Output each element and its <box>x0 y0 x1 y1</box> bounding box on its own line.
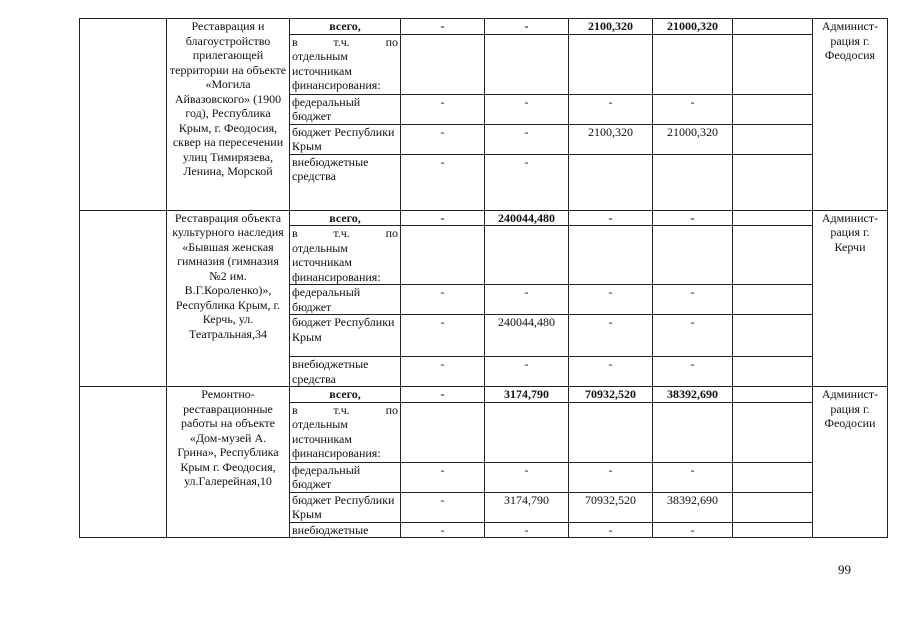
source-label-cell: федеральный бюджет <box>290 462 401 492</box>
source-label-cell: всего, <box>290 19 401 35</box>
amount-cell: - <box>401 94 485 124</box>
amount-cell: - <box>401 387 485 403</box>
executor-cell: Админист-рация г. Керчи <box>813 210 888 387</box>
source-label-cell: федеральный бюджет <box>290 285 401 315</box>
source-label-cell <box>290 402 401 462</box>
amount-cell: - <box>401 285 485 315</box>
amount-cell: - <box>653 210 733 226</box>
table-row <box>80 19 888 35</box>
amount-cell <box>653 34 733 94</box>
amount-cell: - <box>569 94 653 124</box>
source-label-cell <box>290 34 401 94</box>
executor-cell: Админист-рация г. Феодосии <box>813 387 888 538</box>
amount-cell: - <box>401 462 485 492</box>
source-label-line: финансирования: <box>292 269 381 284</box>
amount-cell: 70932,520 <box>569 387 653 403</box>
source-label-line: финансирования: <box>292 78 381 92</box>
source-label-cell: внебюджетные средства <box>290 357 401 387</box>
amount-cell: - <box>569 315 653 357</box>
amount-cell: - <box>653 285 733 315</box>
blank-cell <box>80 210 167 387</box>
blank-cell <box>733 315 813 357</box>
blank-cell <box>733 210 813 226</box>
amount-cell: - <box>485 285 569 315</box>
amount-cell: - <box>485 522 569 538</box>
source-label-line: в т.ч. по <box>292 34 398 49</box>
amount-cell: 38392,690 <box>653 387 733 403</box>
amount-cell: 21000,320 <box>653 19 733 35</box>
amount-cell: 2100,320 <box>569 124 653 154</box>
amount-cell: - <box>485 462 569 492</box>
blank-cell <box>733 357 813 387</box>
amount-cell: - <box>401 154 485 210</box>
source-label-cell: бюджет Республики Крым <box>290 492 401 522</box>
amount-cell: - <box>401 522 485 538</box>
amount-cell <box>401 402 485 462</box>
source-label-cell: бюджет Республики Крым <box>290 315 401 357</box>
amount-cell: - <box>485 124 569 154</box>
amount-cell: - <box>485 357 569 387</box>
amount-cell: - <box>401 19 485 35</box>
source-label-cell: бюджет Республики Крым <box>290 124 401 154</box>
amount-cell <box>569 34 653 94</box>
amount-cell <box>401 226 485 285</box>
amount-cell: 3174,790 <box>485 387 569 403</box>
amount-cell: 21000,320 <box>653 124 733 154</box>
blank-cell <box>733 124 813 154</box>
amount-cell: - <box>401 315 485 357</box>
amount-cell: 38392,690 <box>653 492 733 522</box>
amount-cell <box>653 154 733 210</box>
amount-cell: - <box>485 94 569 124</box>
object-name-cell: Ремонтно-реставрационные работы на объекте «Дом-музей А. Грина», Республика Крым г. Феодосия, ул.Галерейная,10 <box>167 387 290 538</box>
amount-cell: - <box>569 462 653 492</box>
source-label-cell: внебюджетные <box>290 522 401 538</box>
blank-cell <box>733 462 813 492</box>
blank-cell <box>733 94 813 124</box>
amount-cell: - <box>485 154 569 210</box>
table-row <box>80 210 888 226</box>
amount-cell: 3174,790 <box>485 492 569 522</box>
amount-cell: - <box>653 522 733 538</box>
amount-cell <box>569 402 653 462</box>
amount-cell <box>485 226 569 285</box>
blank-cell <box>80 19 167 211</box>
blank-cell <box>733 285 813 315</box>
amount-cell: - <box>401 492 485 522</box>
amount-cell: 240044,480 <box>485 210 569 226</box>
source-label-cell: внебюджетные средства <box>290 154 401 210</box>
amount-cell: - <box>653 94 733 124</box>
source-label-line: финансирования: <box>292 446 381 460</box>
source-label-cell: всего, <box>290 387 401 403</box>
amount-cell <box>653 402 733 462</box>
financing-table <box>79 18 888 538</box>
amount-cell <box>401 34 485 94</box>
blank-cell <box>733 522 813 538</box>
amount-cell: 70932,520 <box>569 492 653 522</box>
source-label-line: в т.ч. по <box>292 402 398 417</box>
amount-cell: - <box>569 285 653 315</box>
blank-cell <box>733 19 813 35</box>
executor-cell: Админист-рация г. Феодосия <box>813 19 888 211</box>
amount-cell: - <box>569 210 653 226</box>
blank-cell <box>733 492 813 522</box>
amount-cell: - <box>401 357 485 387</box>
blank-cell <box>733 154 813 210</box>
blank-cell <box>80 387 167 538</box>
object-name-cell: Реставрация объекта культурного наследия «Бывшая женская гимназия (гимназия №2 им. В.Г.Короленко)», Республика Крым, г. Керчь, ул. Театральная,34 <box>167 210 290 387</box>
amount-cell: - <box>569 522 653 538</box>
source-label-cell <box>290 226 401 285</box>
amount-cell <box>569 226 653 285</box>
amount-cell: - <box>401 124 485 154</box>
page-number: 99 <box>838 562 851 577</box>
source-label-line: источникам <box>292 431 352 446</box>
object-name-cell: Реставрация и благоустройство прилегающей территории на объекте «Могила Айвазовского» (1900 год), Республика Крым, г. Феодосия, сквер на пересечении улиц Тимирязева, Ленина, Морской <box>167 19 290 211</box>
amount-cell <box>653 226 733 285</box>
source-label-cell: всего, <box>290 210 401 226</box>
amount-cell: - <box>653 315 733 357</box>
amount-cell <box>485 402 569 462</box>
table-body <box>80 19 888 538</box>
amount-cell: - <box>653 462 733 492</box>
amount-cell <box>485 34 569 94</box>
source-label-line: отдельным <box>292 240 348 255</box>
source-label-line: отдельным <box>292 417 348 431</box>
source-label-cell: федеральный бюджет <box>290 94 401 124</box>
blank-cell <box>733 387 813 403</box>
amount-cell: 2100,320 <box>569 19 653 35</box>
table-row <box>80 387 888 403</box>
blank-cell <box>733 402 813 462</box>
source-label-line: в т.ч. по <box>292 226 398 240</box>
amount-cell: - <box>485 19 569 35</box>
blank-cell <box>733 34 813 94</box>
amount-cell: - <box>401 210 485 226</box>
amount-cell: - <box>653 357 733 387</box>
source-label-line: источникам <box>292 63 352 78</box>
amount-cell: - <box>569 357 653 387</box>
source-label-line: отдельным <box>292 49 348 63</box>
amount-cell <box>569 154 653 210</box>
source-label-line: источникам <box>292 255 352 269</box>
blank-cell <box>733 226 813 285</box>
amount-cell: 240044,480 <box>485 315 569 357</box>
